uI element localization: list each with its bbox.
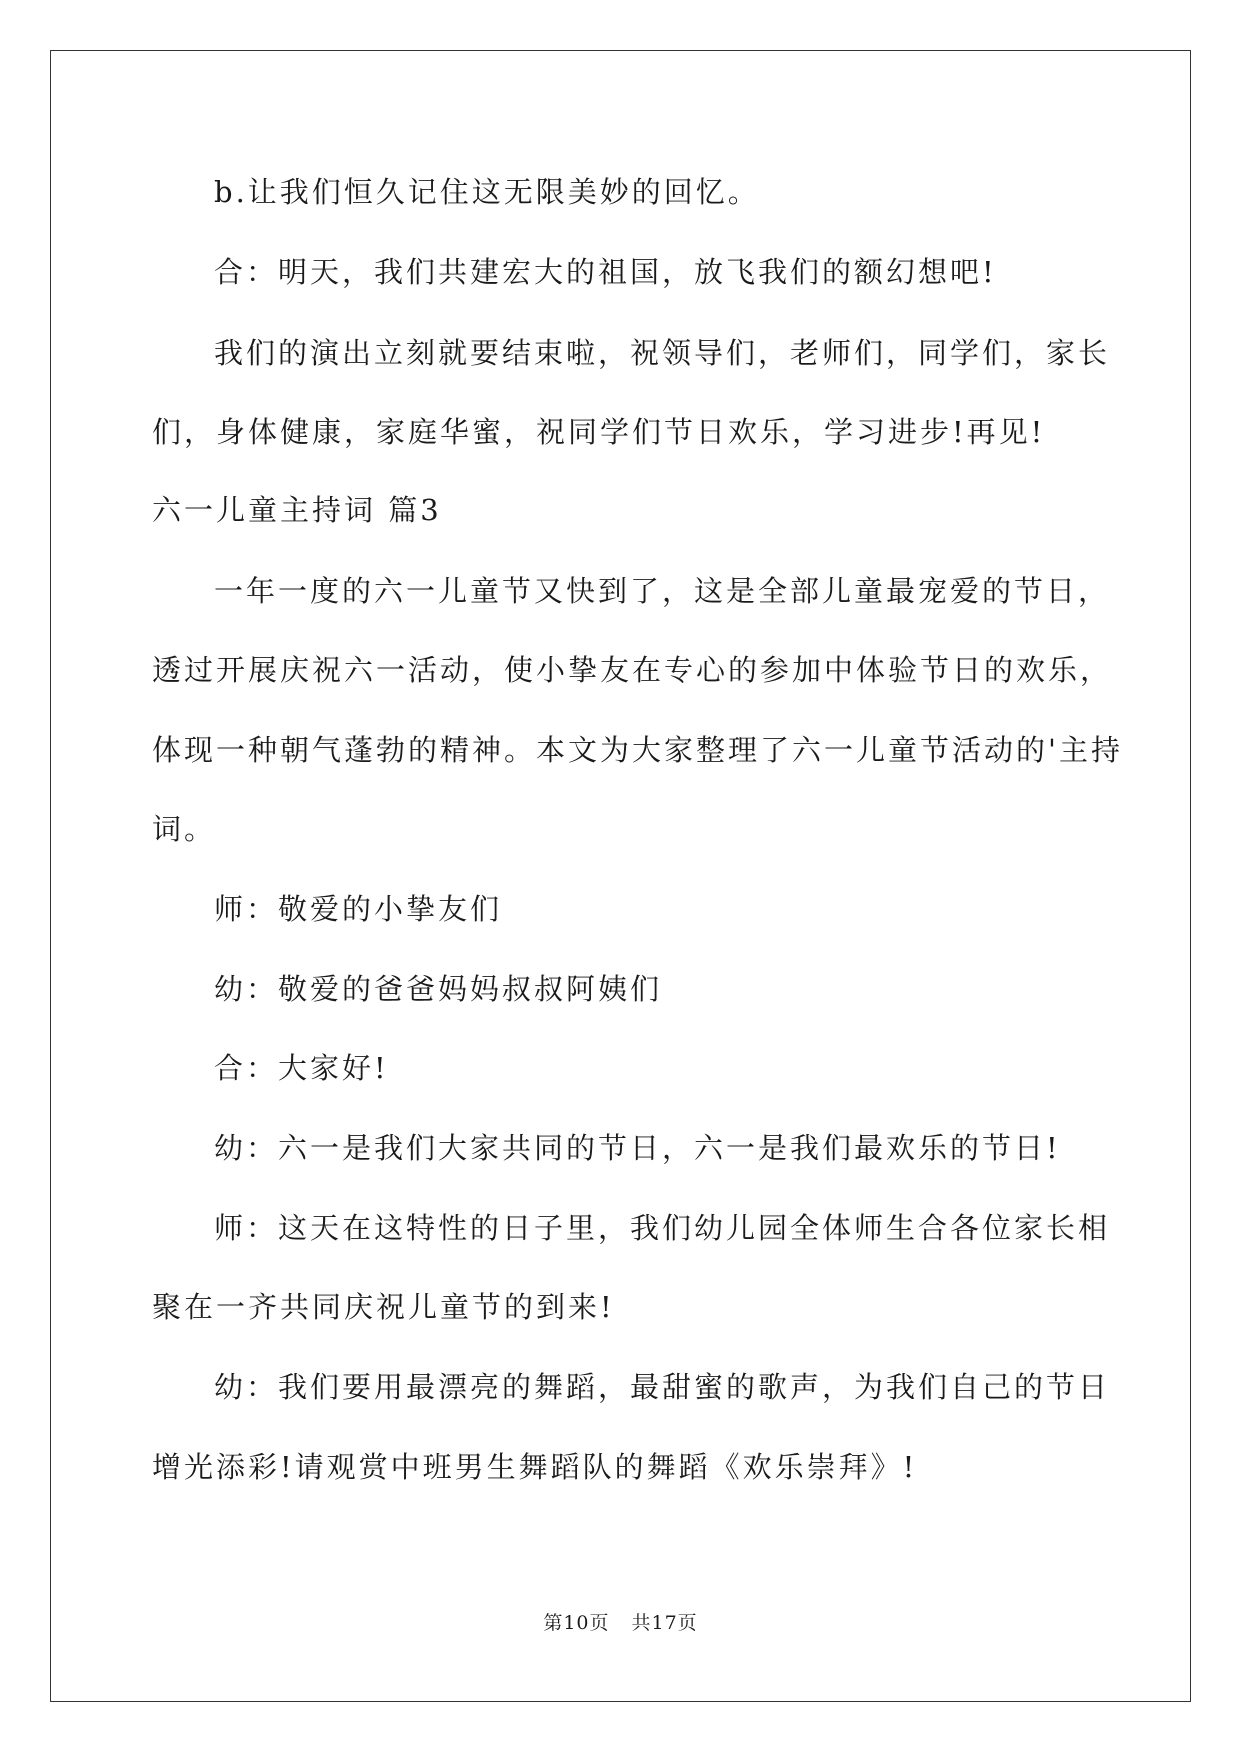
paragraph-line: 一年一度的六一儿童节又快到了，这是全部儿童最宠爱的节日， — [214, 574, 1111, 608]
paragraph-line: 幼：我们要用最漂亮的舞蹈，最甜蜜的歌声，为我们自己的节日 — [214, 1370, 1111, 1404]
page-number-current: 第10页 — [543, 1612, 610, 1634]
paragraph-line: 幼：敬爱的爸爸妈妈叔叔阿姨们 — [214, 972, 663, 1006]
paragraph-line: 词。 — [152, 812, 217, 846]
paragraph-line: 透过开展庆祝六一活动，使小挚友在专心的参加中体验节日的欢乐， — [152, 653, 1113, 687]
section-heading: 六一儿童主持词 篇3 — [152, 493, 442, 527]
paragraph-line: 合：大家好! — [214, 1051, 389, 1085]
paragraph-line: 我们的演出立刻就要结束啦，祝领导们，老师们，同学们，家长 — [214, 336, 1111, 370]
page-footer — [0, 1608, 1241, 1635]
paragraph-line: 合：明天，我们共建宏大的祖国，放飞我们的额幻想吧! — [214, 255, 997, 289]
paragraph-line: 体现一种朝气蓬勃的精神。本文为大家整理了六一儿童节活动的'主持 — [152, 733, 1123, 767]
paragraph-line: 增光添彩!请观赏中班男生舞蹈队的舞蹈《欢乐崇拜》! — [152, 1450, 918, 1484]
paragraph-line: 聚在一齐共同庆祝儿童节的到来! — [152, 1290, 615, 1324]
paragraph-line: 师：这天在这特性的日子里，我们幼儿园全体师生合各位家长相 — [214, 1211, 1111, 1245]
paragraph-line: 幼：六一是我们大家共同的节日，六一是我们最欢乐的节日! — [214, 1131, 1061, 1165]
page-number-total: 共17页 — [631, 1612, 698, 1634]
paragraph-line: 师：敬爱的小挚友们 — [214, 892, 503, 926]
paragraph-line: b.让我们恒久记住这无限美妙的回忆。 — [214, 175, 760, 209]
paragraph-line: 们，身体健康，家庭华蜜，祝同学们节日欢乐，学习进步!再见! — [152, 415, 1046, 449]
